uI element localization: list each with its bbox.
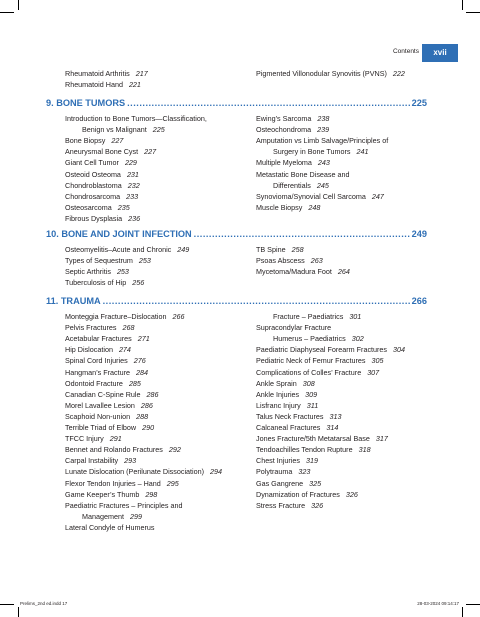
- toc-entry-title: Dynamization of Fractures: [256, 489, 340, 499]
- toc-entry-title: Fracture – Paediatrics: [273, 312, 344, 321]
- toc-entry-title: Stress Fracture: [256, 500, 306, 510]
- toc-entry-title: Calcaneal Fractures: [256, 423, 321, 432]
- toc-entry-title: Polytrauma: [256, 467, 293, 477]
- toc-entry-title: Supracondylar Fracture: [256, 323, 332, 333]
- toc-entry-page: 258: [291, 245, 304, 254]
- toc-entry[interactable]: [65, 501, 182, 511]
- toc-entry-page: 239: [317, 125, 330, 135]
- toc-entry-page: 271: [137, 334, 150, 344]
- toc-entry[interactable]: [65, 125, 165, 135]
- toc-entry-title: Tuberculosis of Hip: [65, 278, 127, 288]
- toc-entry-page: 299: [129, 511, 142, 521]
- toc-entry-title: Ewing’s Sarcoma: [256, 114, 312, 123]
- chapter-page: 266: [411, 296, 427, 306]
- toc-entry-page: 285: [128, 378, 141, 388]
- toc-entry[interactable]: [65, 267, 129, 277]
- chapter-heading[interactable]: [46, 296, 427, 308]
- toc-entry-title: Differentials: [273, 180, 311, 190]
- toc-entry-title: Osteomyelitis–Acute and Chronic: [65, 245, 172, 254]
- toc-entry[interactable]: [65, 323, 135, 333]
- toc-entry-page: 247: [371, 191, 384, 201]
- toc-entry-page: 249: [177, 245, 190, 254]
- toc-entry-page: 319: [305, 456, 318, 466]
- toc-entry[interactable]: [65, 390, 159, 400]
- toc-entry-title: Talus Neck Fractures: [256, 411, 324, 421]
- toc-entry[interactable]: [256, 256, 323, 266]
- toc-entry-title: Management: [82, 511, 124, 521]
- toc-entry-page: 221: [128, 80, 141, 90]
- toc-entry-page: 318: [358, 445, 371, 455]
- toc-entry[interactable]: [256, 125, 329, 135]
- page-header: [0, 44, 480, 62]
- toc-entry[interactable]: [256, 69, 405, 79]
- toc-entry-title: Complications of Colles’ Fracture: [256, 367, 362, 377]
- page-number-tab: xvii: [422, 44, 458, 62]
- toc-entry-title: Ankle Sprain: [256, 378, 297, 388]
- toc-entry[interactable]: [256, 490, 358, 500]
- toc-entry[interactable]: [256, 434, 388, 444]
- toc-entry-title: Osteochondroma: [256, 125, 312, 135]
- toc-entry[interactable]: [256, 245, 304, 255]
- crop-mark: [462, 607, 463, 617]
- toc-entry-page: 231: [126, 169, 139, 179]
- toc-entry-page: 227: [111, 136, 124, 146]
- toc-entry-page: 253: [138, 256, 151, 266]
- toc-entry-page: 268: [122, 323, 135, 333]
- toc-entry-page: 236: [128, 213, 141, 223]
- toc-entry[interactable]: [65, 490, 157, 500]
- toc-entry-title: Rheumatoid Arthritis: [65, 69, 130, 78]
- toc-entry-title: Mycetoma/Madura Foot: [256, 267, 332, 277]
- toc-entry[interactable]: [256, 423, 338, 433]
- toc-entry-page: 294: [210, 467, 223, 477]
- toc-entry-page: 264: [337, 267, 350, 277]
- toc-entry[interactable]: [256, 158, 330, 168]
- toc-entry-page: 238: [317, 114, 330, 123]
- toc-entry-page: 326: [311, 500, 324, 510]
- toc-entry[interactable]: [256, 412, 342, 422]
- crop-mark: [466, 604, 480, 605]
- toc-entry-title: Chest Injuries: [256, 456, 300, 466]
- toc-entry[interactable]: [65, 512, 142, 522]
- toc-entry-page: 305: [371, 356, 384, 366]
- toc-entry-page: 309: [305, 389, 318, 399]
- toc-entry[interactable]: [65, 192, 138, 202]
- dot-leader: [194, 229, 410, 239]
- toc-entry-title: Muscle Biopsy: [256, 202, 303, 212]
- toc-entry[interactable]: [256, 368, 379, 378]
- toc-entry[interactable]: [256, 267, 350, 277]
- toc-entry-title: Carpal Instability: [65, 456, 119, 466]
- toc-entry-page: 233: [126, 191, 139, 201]
- toc-entry[interactable]: [256, 181, 329, 191]
- toc-entry[interactable]: [65, 80, 141, 90]
- toc-entry[interactable]: [65, 379, 141, 389]
- toc-entry[interactable]: [65, 170, 139, 180]
- toc-entry-title: Osteoid Osteoma: [65, 169, 121, 179]
- toc-entry[interactable]: [65, 523, 155, 533]
- crop-mark: [0, 12, 14, 13]
- toc-entry-title: Spinal Cord Injuries: [65, 356, 128, 366]
- toc-entry-page: 245: [316, 180, 329, 190]
- toc-entry-page: 304: [393, 345, 406, 355]
- toc-entry-title: Pigmented Villonodular Synovitis (PVNS): [256, 69, 387, 78]
- toc-entry[interactable]: [256, 323, 331, 333]
- chapter-page: 225: [411, 98, 427, 108]
- toc-entry[interactable]: [65, 412, 148, 422]
- toc-entry-page: 298: [145, 489, 158, 499]
- toc-entry-title: Fibrous Dysplasia: [65, 213, 123, 223]
- toc-entry[interactable]: [256, 136, 388, 146]
- toc-entry-page: 253: [116, 267, 129, 277]
- toc-entry[interactable]: [256, 456, 318, 466]
- section-label: Contents: [392, 48, 419, 55]
- toc-entry-page: 222: [392, 69, 405, 78]
- toc-entry-title: TFCC Injury: [65, 434, 104, 444]
- toc-entry-page: 276: [133, 356, 146, 366]
- toc-entry-page: 248: [308, 202, 321, 212]
- toc-entry-page: 274: [118, 345, 131, 355]
- toc-entry[interactable]: [65, 69, 148, 79]
- toc-entry[interactable]: [256, 334, 364, 344]
- toc-entry-title: Aneurysmal Bone Cyst: [65, 147, 139, 157]
- toc-entry-page: 302: [351, 334, 364, 344]
- toc-entry[interactable]: [256, 147, 369, 157]
- toc-entry-page: 243: [317, 158, 330, 168]
- toc-entry-title: Gas Gangrene: [256, 478, 304, 488]
- toc-entry-title: Psoas Abscess: [256, 256, 305, 266]
- toc-entry-title: Chondroblastoma: [65, 180, 122, 190]
- toc-entry-title: Hip Dislocation: [65, 345, 113, 355]
- toc-entry[interactable]: [256, 345, 405, 355]
- toc-entry-page: 217: [135, 69, 148, 78]
- toc-entry-page: 263: [310, 256, 323, 266]
- toc-entry-title: Septic Arthritis: [65, 267, 111, 277]
- toc-entry-title: Bennet and Rolando Fractures: [65, 445, 163, 455]
- footer-file-name: Prelims_2nd ed.indd 17: [20, 601, 68, 606]
- toc-entry-title: Multiple Myeloma: [256, 158, 312, 168]
- toc-entry-title: Synovioma/Synovial Cell Sarcoma: [256, 191, 366, 201]
- toc-entry-page: 313: [329, 411, 342, 421]
- toc-entry-title: Bone Biopsy: [65, 136, 106, 146]
- toc-entry-page: 295: [166, 478, 179, 488]
- toc-entry[interactable]: [256, 203, 320, 213]
- toc-entry-page: 284: [135, 367, 148, 377]
- footer-timestamp: 28-03-2024 09:14:17: [417, 601, 459, 606]
- toc-entry[interactable]: [65, 147, 156, 157]
- toc-entry[interactable]: [256, 379, 315, 389]
- toc-entry[interactable]: [65, 114, 207, 124]
- crop-mark: [466, 12, 480, 13]
- toc-entry-page: 225: [152, 125, 165, 135]
- toc-entry-title: Morel Lavallee Lesion: [65, 400, 135, 410]
- toc-entry[interactable]: [256, 170, 350, 180]
- toc-entry[interactable]: [65, 345, 131, 355]
- crop-mark: [0, 604, 14, 605]
- toc-entry-title: Lunate Dislocation (Perilunate Dissociation): [65, 467, 205, 477]
- toc-entry-page: 325: [309, 478, 322, 488]
- toc-entry-page: 308: [302, 378, 315, 388]
- toc-entry[interactable]: [65, 214, 140, 224]
- toc-entry[interactable]: [256, 445, 371, 455]
- chapter-heading[interactable]: [46, 98, 427, 110]
- chapter-title: 9. BONE TUMORS: [46, 98, 126, 108]
- toc-entry-title: Tendoachilles Tendon Rupture: [256, 445, 353, 455]
- dot-leader: [103, 296, 410, 306]
- toc-entry[interactable]: [256, 356, 383, 366]
- toc-entry[interactable]: [65, 334, 150, 344]
- toc-entry-title: Ankle Injuries: [256, 389, 300, 399]
- toc-entry-page: 307: [367, 367, 380, 377]
- toc-entry-page: 291: [109, 434, 122, 444]
- toc-entry-page: 286: [146, 389, 159, 399]
- toc-entry[interactable]: [65, 479, 179, 489]
- toc-entry-title: Hangman’s Fracture: [65, 367, 130, 377]
- toc-entry[interactable]: [65, 445, 181, 455]
- toc-entry-page: 235: [117, 202, 130, 212]
- toc-entry[interactable]: [65, 456, 136, 466]
- toc-entry-title: Odontoid Fracture: [65, 378, 123, 388]
- toc-entry-page: 293: [124, 456, 137, 466]
- toc-entry-title: Osteosarcoma: [65, 202, 112, 212]
- toc-entry[interactable]: [65, 368, 148, 378]
- toc-entry-title: Surgery in Bone Tumors: [273, 147, 351, 157]
- toc-entry[interactable]: [256, 114, 329, 124]
- toc-entry[interactable]: [256, 390, 317, 400]
- toc-entry[interactable]: [65, 356, 146, 366]
- dot-leader: [127, 98, 410, 108]
- crop-mark: [18, 0, 19, 10]
- toc-entry-title: Monteggia Fracture–Dislocation: [65, 312, 167, 321]
- toc-entry[interactable]: [65, 434, 122, 444]
- crop-mark: [18, 607, 19, 617]
- toc-entry[interactable]: [65, 158, 137, 168]
- toc-entry-title: Game Keeper’s Thumb: [65, 489, 140, 499]
- toc-entry-title: Canadian C-Spine Rule: [65, 389, 141, 399]
- toc-entry-title: Acetabular Fractures: [65, 334, 132, 344]
- chapter-heading[interactable]: [46, 229, 427, 241]
- toc-entry-title: Lateral Condyle of Humerus: [65, 522, 155, 532]
- toc-entry-title: Rheumatoid Hand: [65, 80, 123, 90]
- chapter-title: 11. TRAUMA: [46, 296, 101, 306]
- toc-entry-page: 301: [349, 312, 362, 321]
- toc-entry[interactable]: [65, 181, 140, 191]
- toc-entry-title: Pelvis Fractures: [65, 323, 117, 333]
- crop-mark: [462, 0, 463, 10]
- toc-entry[interactable]: [65, 136, 123, 146]
- toc-entry[interactable]: [65, 423, 154, 433]
- toc-entry-title: Chondrosarcoma: [65, 191, 121, 201]
- toc-entry-page: 266: [172, 312, 185, 321]
- toc-entry[interactable]: [65, 278, 144, 288]
- toc-entry[interactable]: [256, 479, 321, 489]
- toc-entry-page: 290: [142, 423, 155, 432]
- toc-entry-page: 227: [144, 147, 157, 157]
- toc-entry[interactable]: [256, 312, 361, 322]
- toc-entry[interactable]: [65, 312, 184, 322]
- toc-entry-title: Amputation vs Limb Salvage/Principles of: [256, 136, 389, 146]
- toc-entry-page: 241: [356, 147, 369, 157]
- toc-entry-title: Pediatric Neck of Femur Fractures: [256, 356, 366, 366]
- toc-entry-page: 311: [306, 400, 319, 410]
- toc-entry-title: Types of Sequestrum: [65, 256, 133, 266]
- toc-entry-page: 288: [136, 411, 149, 421]
- toc-entry-page: 232: [127, 180, 140, 190]
- toc-entry-page: 317: [375, 434, 388, 444]
- toc-entry-page: 326: [345, 489, 358, 499]
- toc-entry-title: Paediatric Fractures – Principles and: [65, 500, 183, 510]
- toc-entry[interactable]: [256, 501, 323, 511]
- toc-entry[interactable]: [256, 192, 384, 202]
- toc-entry[interactable]: [65, 401, 153, 411]
- chapter-title: 10. BONE AND JOINT INFECTION: [46, 229, 192, 239]
- toc-entry-title: Scaphoid Non-union: [65, 411, 131, 421]
- toc-entry[interactable]: [256, 401, 318, 411]
- toc-entry-title: Humerus – Paediatrics: [273, 334, 346, 344]
- toc-entry-title: Paediatric Diaphyseal Forearm Fractures: [256, 345, 388, 355]
- toc-entry-page: 323: [298, 467, 311, 477]
- toc-entry-page: 229: [124, 158, 137, 168]
- toc-entry-page: 256: [132, 278, 145, 288]
- toc-entry[interactable]: [65, 203, 130, 213]
- toc-entry-title: Jones Fracture/5th Metatarsal Base: [256, 434, 370, 444]
- toc-entry-page: 292: [168, 445, 181, 455]
- toc-entry-title: Benign vs Malignant: [82, 125, 147, 135]
- toc-entry-title: TB Spine: [256, 245, 286, 254]
- toc-entry-page: 314: [326, 423, 339, 432]
- toc-entry-title: Terrible Triad of Elbow: [65, 423, 137, 432]
- toc-entry[interactable]: [65, 256, 151, 266]
- toc-entry-page: 286: [140, 400, 153, 410]
- toc-entry-title: Metastatic Bone Disease and: [256, 169, 350, 179]
- toc-entry-title: Giant Cell Tumor: [65, 158, 119, 168]
- toc-entry-title: Introduction to Bone Tumors—Classification,: [65, 114, 207, 123]
- chapter-page: 249: [411, 229, 427, 239]
- toc-entry[interactable]: [256, 467, 310, 477]
- toc-entry-title: Flexor Tendon Injuries – Hand: [65, 478, 161, 488]
- toc-entry-title: Lisfranc Injury: [256, 400, 301, 410]
- toc-entry[interactable]: [65, 245, 189, 255]
- toc-entry[interactable]: [65, 467, 222, 477]
